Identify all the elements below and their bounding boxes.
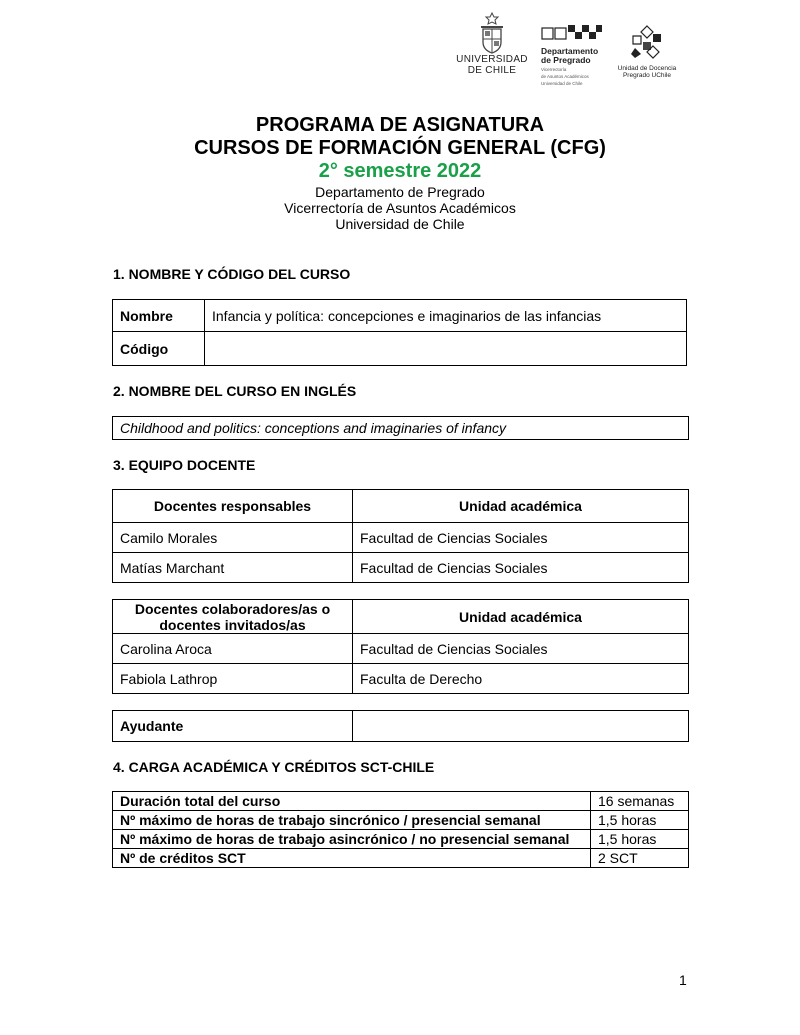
col-docentes-responsables: Docentes responsables <box>113 490 353 523</box>
docente-name: Camilo Morales <box>113 523 353 553</box>
section4-heading: 4. CARGA ACADÉMICA Y CRÉDITOS SCT-CHILE <box>113 759 435 775</box>
university-crest-icon <box>475 12 509 54</box>
table-row <box>113 849 689 868</box>
docente-name: Carolina Aroca <box>113 634 353 664</box>
col-unidad-academica: Unidad académica <box>353 490 689 523</box>
squares-icon <box>541 24 603 42</box>
col-unidad-academica: Unidad académica <box>353 600 689 634</box>
english-name-value: Childhood and politics: conceptions and imaginaries of infancy <box>113 417 689 440</box>
code-label: Código <box>113 332 205 366</box>
code-value <box>205 332 687 366</box>
english-name-table <box>112 416 689 440</box>
section2-heading: 2. NOMBRE DEL CURSO EN INGLÉS <box>113 383 357 399</box>
table-row <box>113 664 689 694</box>
carga-value: 1,5 horas <box>591 811 689 830</box>
table-row <box>113 830 689 849</box>
carga-label: Nº de créditos SCT <box>113 849 591 868</box>
section3-heading: 3. EQUIPO DOCENTE <box>113 457 256 473</box>
unidad-docencia-logo <box>612 24 682 86</box>
ayudante-value <box>353 711 689 742</box>
responsables-table <box>112 489 689 583</box>
uchile-logo-line1: UNIVERSIDAD <box>456 54 528 65</box>
docente-unit: Facultad de Ciencias Sociales <box>353 634 689 664</box>
carga-value: 2 SCT <box>591 849 689 868</box>
universidad-de-chile-logo <box>452 12 532 86</box>
carga-value: 16 semanas <box>591 792 689 811</box>
semester-label: 2° semestre 2022 <box>318 160 482 182</box>
docente-unit: Facultad de Ciencias Sociales <box>353 523 689 553</box>
header-subtitle2: Vicerrectoría de Asuntos Académicos <box>284 200 516 216</box>
table-header-row <box>113 490 689 523</box>
table-row <box>113 523 689 553</box>
name-value: Infancia y política: concepciones e imaginarios de las infancias <box>205 300 687 332</box>
page-number: 1 <box>679 972 687 988</box>
ayudante-table <box>112 710 689 742</box>
carga-label: Nº máximo de horas de trabajo sincrónico / presencial semanal <box>113 811 591 830</box>
docente-unit: Facultad de Ciencias Sociales <box>353 553 689 583</box>
carga-academica-table <box>112 791 689 868</box>
table-row <box>113 417 689 440</box>
table-row <box>113 811 689 830</box>
col-docentes-colaboradores: Docentes colaboradores/as o docentes invitados/as <box>113 600 353 634</box>
carga-label: Nº máximo de horas de trabajo asincrónico / no presencial semanal <box>113 830 591 849</box>
ud-logo-line2: Pregrado UChile <box>622 72 672 79</box>
dep-logo-small2: de Asuntos Académicos <box>541 74 589 79</box>
header-subtitle1: Departamento de Pregrado <box>315 184 485 200</box>
dep-logo-line1: Departamento <box>541 46 599 56</box>
dep-logo-small3: Universidad de Chile <box>541 81 583 86</box>
table-row <box>113 553 689 583</box>
table-header-row <box>113 600 689 634</box>
pinwheel-icon <box>627 24 667 60</box>
table-row <box>113 711 689 742</box>
course-name-code-table <box>112 299 687 366</box>
departamento-pregrado-logo <box>541 24 611 86</box>
uchile-logo-line2: DE CHILE <box>467 65 517 76</box>
table-row <box>113 634 689 664</box>
dep-logo-small1: Vicerrectoría <box>541 67 567 72</box>
carga-label: Duración total del curso <box>113 792 591 811</box>
table-row <box>113 300 687 332</box>
section1-heading: 1. NOMBRE Y CÓDIGO DEL CURSO <box>113 266 351 282</box>
carga-value: 1,5 horas <box>591 830 689 849</box>
docente-unit: Faculta de Derecho <box>353 664 689 694</box>
dep-logo-line2: de Pregrado <box>541 55 591 65</box>
name-label: Nombre <box>113 300 205 332</box>
document-title-line1: PROGRAMA DE ASIGNATURA <box>255 114 545 136</box>
document-title-line2: CURSOS DE FORMACIÓN GENERAL (CFG) <box>194 137 606 159</box>
table-row <box>113 332 687 366</box>
docente-name: Fabiola Lathrop <box>113 664 353 694</box>
ayudante-label: Ayudante <box>113 711 353 742</box>
colaboradores-table <box>112 599 689 694</box>
header-subtitle3: Universidad de Chile <box>335 216 465 232</box>
ud-logo-line1: Unidad de Docencia <box>617 65 677 72</box>
table-row <box>113 792 689 811</box>
docente-name: Matías Marchant <box>113 553 353 583</box>
